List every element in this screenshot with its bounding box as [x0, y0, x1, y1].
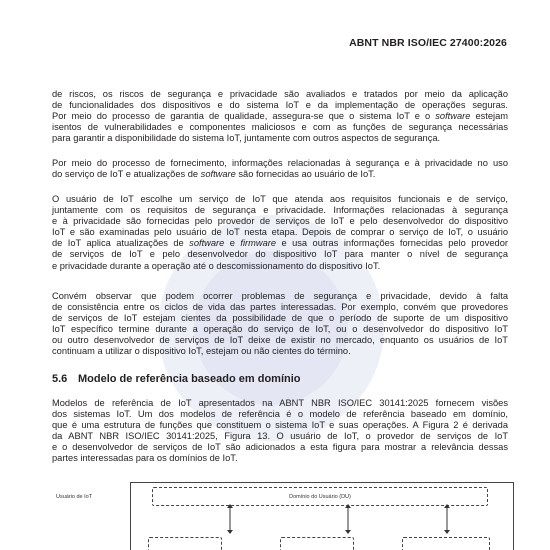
- paragraph-line: de funcionalidades dos dispositivos e do sistema IoT e da implementação de operações seguras.: [52, 100, 508, 111]
- paragraph-line: juntamente com os requisitos de segurança e privacidade. Informações relacionadas à segurança: [52, 205, 508, 216]
- paragraph-line: IoT e são examinadas pelo usuário de IoT nesta etapa. Depois de comprar o serviço de IoT, o usuário: [52, 227, 508, 238]
- paragraph-line: que é uma estrutura de funções que constituem o sistema IoT e suas operações. A Figura 2 é derivada: [52, 420, 508, 431]
- paragraph-line: IoT específico termine durante a operação do serviço de IoT, ou o desenvolvedor do dispositivo IoT: [52, 324, 508, 335]
- paragraph-line: e o desenvolvedor de serviços de IoT são adicionados a esta figura para mostrar a relevância dessas: [52, 442, 508, 453]
- paragraph-line: para garantir a disponibilidade do sistema IoT, juntamente com outros aspectos de segurança.: [52, 133, 441, 144]
- user-domain-label: Domínio do Usuário (DU): [289, 493, 351, 500]
- paragraph-line: e privacidade durante a operação até o descomissionamento do dispositivo IoT.: [52, 260, 381, 271]
- arrow-double-icon: [344, 504, 352, 534]
- paragraph-reference-models: [52, 398, 508, 465]
- domain-box: [148, 537, 222, 550]
- paragraph-line: de serviços de IoT e pelo desenvolvedor do dispositivo IoT para manter o nível de segurança: [52, 249, 508, 260]
- section-title: Modelo de referência baseado em domínio: [78, 373, 301, 385]
- standard-id-header: ABNT NBR ISO/IEC 27400:2026: [349, 37, 507, 49]
- paragraph-line: isentos de vulnerabilidades e componentes maliciosos e com as funções de segurança necessárias: [52, 122, 508, 133]
- paragraph-iot-user: [52, 194, 508, 272]
- figure-user-label: Usuário de IoT: [56, 494, 93, 500]
- paragraph-line: de IoT aplica atualizações de software e firmware e usa outras informações fornecidas pelo provedor: [52, 238, 508, 249]
- section-heading: [52, 373, 301, 385]
- paragraph-line: Modelos de referência de IoT apresentados na ABNT NBR ISO/IEC 30141:2025 fornecem visões: [52, 398, 508, 408]
- paragraph-lifecycle-consistency: [52, 291, 508, 358]
- paragraph-line: de riscos, os riscos de segurança e privacidade são avaliados e tratados por meio da aplicação: [52, 89, 508, 99]
- paragraph-line: continuam a utilizar o dispositivo IoT, estejam ou não cientes do término.: [52, 346, 351, 357]
- arrow-double-icon: [443, 504, 451, 534]
- domain-model-figure: [52, 482, 512, 550]
- paragraph-line: ou outro desenvolvedor de serviços de IoT deixe de existir no mercado, enquanto os usuários de IoT: [52, 335, 508, 346]
- paragraph-line: Convém observar que podem ocorrer problemas de segurança e privacidade, devido à falta: [52, 291, 508, 301]
- paragraph-line: do serviço de IoT e atualizações de software são fornecidas ao usuário de IoT.: [52, 169, 376, 180]
- paragraph-supply-process: [52, 158, 508, 180]
- paragraph-line: de serviços de IoT estejam cientes da possibilidade de que o período de suporte de um dispositivo: [52, 313, 508, 324]
- section-number: 5.6: [52, 373, 68, 385]
- user-domain-box: [152, 487, 488, 506]
- paragraph-line: de consistência entre os ciclos de vida das partes interessadas. Por exemplo, convém que provedores: [52, 302, 508, 313]
- paragraph-line: Por meio do processo de garantia de qualidade, assegura-se que o sistema IoT e o software estejam: [52, 111, 509, 122]
- paragraph-line: O usuário de IoT escolhe um serviço de IoT que atenda aos requisitos funcionais e de serviço,: [52, 194, 508, 204]
- paragraph-line: partes interessadas para os domínios de IoT.: [52, 453, 238, 464]
- domain-box: [280, 537, 354, 550]
- arrow-double-icon: [226, 504, 234, 534]
- paragraph-line: dos sistemas IoT. Um dos modelos de referência é o modelo de referência baseado em domínio,: [52, 409, 508, 420]
- paragraph-line: e à privacidade são fornecidas pelo provedor de serviços de IoT e pelo desenvolvedor do dispositivo: [52, 216, 508, 227]
- paragraph-line: da ABNT NBR ISO/IEC 30141:2025, Figura 13. O usuário de IoT, o provedor de serviços de IoT: [52, 431, 508, 442]
- domain-box: [402, 537, 490, 550]
- paragraph-risk-treatment: [52, 89, 508, 144]
- paragraph-line: Por meio do processo de fornecimento, informações relacionadas à segurança e à privacidade no uso: [52, 158, 508, 168]
